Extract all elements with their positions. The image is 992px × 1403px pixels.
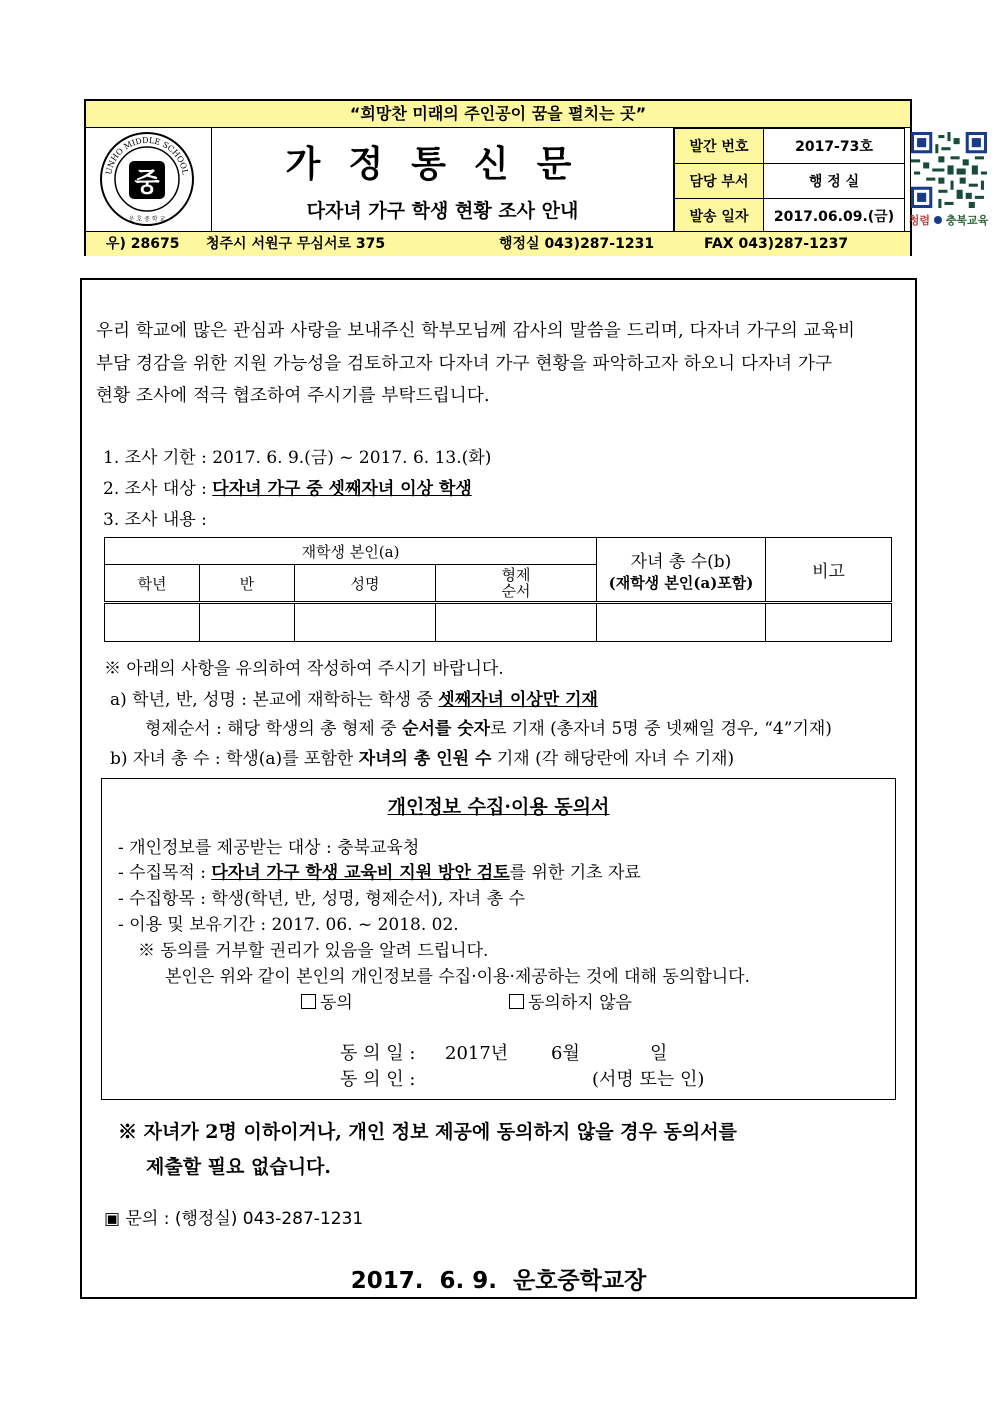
group-header: 재학생 본인(a) [105,538,597,565]
remark-input-cell[interactable] [766,603,892,642]
purpose-suffix: 를 위한 기초 자료 [509,863,641,883]
slogan: “희망찬 미래의 주인공이 꿈을 펼치는 곳” [86,101,910,128]
logo-char: 중 [134,168,160,198]
class-input-cell[interactable] [200,603,295,642]
info-value: 2017.06.09.(금) [764,199,905,234]
fax-number: FAX 043)287-1237 [704,236,849,252]
note-b [110,744,734,769]
final-note-line1: ※ 자녀가 2명 이하이거나, 개인 정보 제공에 동의하지 않을 경우 동의서를 [118,1121,737,1143]
note-a-text: a) 학년, 반, 성명 : 본교에 재학하는 학생 중 [110,690,439,710]
total-children-input-cell[interactable] [597,603,766,642]
consent-purpose [118,858,641,883]
info-value: 2017-73호 [764,129,905,164]
consent-date-year: 2017년 [445,1043,509,1064]
qr-caption [905,212,992,228]
total-children-header [597,538,766,603]
consent-statement: 본인은 위와 같이 본인의 개인정보를 수집·이용·제공하는 것에 대해 동의합니다. [165,967,750,987]
note-order-emph: 순서를 숫자 [402,719,491,739]
notes-intro: ※ 아래의 사항을 유의하여 작성하여 주시기 바랍니다. [104,659,504,679]
disagree-option[interactable] [509,988,632,1013]
survey-header-row [105,538,892,565]
note-order-text: 형제순서 : 해당 학생의 총 형제 중 [145,719,403,739]
consent-line: - 이용 및 보유기간 : 2017. 06. ~ 2018. 02. [118,915,459,935]
sub-title: 다자녀 가구 학생 현황 조사 안내 [306,200,579,222]
info-row [675,164,905,199]
address-bar [86,231,910,256]
info-value: 행 정 실 [764,164,905,199]
sibling-order-line1: 형제 [501,566,531,584]
note-b-emph: 자녀의 총 인원 수 [358,749,492,769]
sibling-order-line2: 순서 [501,582,531,600]
consent-date-day: 일 [650,1043,668,1064]
agree-checkbox[interactable] [301,994,316,1009]
logo-text-top: UNHO MIDDLE SCHOOL [104,135,190,176]
consent-notice: ※ 동의를 거부할 권리가 있음을 알려 드립니다. [138,941,489,961]
target-value: 다자녀 가구 중 셋째자녀 이상 학생 [212,479,472,499]
target-label: 2. 조사 대상 : [103,479,207,499]
survey-table [104,537,892,642]
total-header-line1: 자녀 총 수(b) [630,551,732,572]
disagree-label: 동의하지 않음 [528,993,632,1013]
name-header: 성명 [295,565,436,603]
survey-target [103,474,472,499]
consent-date-month: 6월 [551,1043,580,1064]
info-row [675,199,905,234]
phone-number: 행정실 043)287-1231 [499,236,655,252]
intro-line: 우리 학교에 많은 관심과 사랑을 보내주신 학부모님께 감사의 말씀을 드리며, 다자녀 가구의 교육비 [96,321,856,341]
qr-caption-2: 충북교육 [945,214,989,227]
sibling-order-header [436,565,597,603]
note-order [145,714,832,739]
note-a-emph: 셋째자녀 이상만 기재 [438,690,598,710]
qr-code-icon[interactable] [911,132,987,208]
final-note-line2: 제출할 필요 없습니다. [146,1156,332,1178]
caption-dot-icon [934,216,942,224]
survey-period [103,443,491,468]
intro-line: 현황 조사에 적극 협조하여 주시기를 부탁드립니다. [96,386,490,406]
school-logo [97,129,197,229]
info-label: 발송 일자 [675,199,764,234]
school-logo-cell [86,128,212,231]
consent-date-label: 동 의 일 : [340,1043,416,1064]
survey-content-label: 3. 조사 내용 : [103,510,207,530]
street-address: 청주시 서원구 무심서로 375 [206,236,386,252]
consent-line: - 수집항목 : 학생(학년, 반, 성명, 형제순서), 자녀 총 수 [118,889,526,909]
class-header: 반 [200,565,295,603]
period-label: 1. 조사 기한 : [103,448,207,468]
info-label: 발간 번호 [675,129,764,164]
agree-option[interactable] [301,988,353,1013]
purpose-label: - 수집목적 : [118,863,212,883]
grade-input-cell[interactable] [105,603,200,642]
info-label: 담당 부서 [675,164,764,199]
note-b-suffix: 기재 (각 해당란에 자녀 수 기재) [491,749,735,769]
grade-header: 학년 [105,565,200,603]
note-a [110,685,598,710]
signer-hint: (서명 또는 인) [592,1069,705,1090]
info-table [674,128,905,234]
purpose-emph: 다자녀 가구 학생 교육비 지원 방안 검토 [211,863,510,883]
sibling-order-input-cell[interactable] [436,603,597,642]
info-row [675,129,905,164]
remark-header: 비고 [766,538,892,603]
consent-title: 개인정보 수집·이용 동의서 [387,796,610,818]
main-title: 가정통신문 [285,144,600,185]
postal-code: 우) 28675 [106,236,180,252]
note-b-text: b) 자녀 총 수 : 학생(a)를 포함한 [110,749,359,769]
title-cell [212,128,674,231]
signer-label: 동 의 인 : [340,1069,416,1090]
qr-caption-1: 청렴 [908,214,931,227]
period-value: 2017. 6. 9.(금) ~ 2017. 6. 13.(화) [212,448,492,468]
qr-cell [905,128,992,231]
consent-line: - 개인정보를 제공받는 대상 : 충북교육청 [118,838,420,858]
total-header-line2: (재학생 본인(a)포함) [608,573,754,592]
note-order-suffix: 로 기재 (총자녀 5명 중 넷째일 경우, “4”기재) [490,719,832,739]
inquiry-contact: ▣ 문의 : (행정실) 043-287-1231 [104,1209,364,1229]
logo-text-bottom: 운 호 중 학 교 [128,216,166,223]
agree-label: 동의 [320,993,353,1013]
disagree-checkbox[interactable] [509,994,524,1009]
principal-signature: 2017. 6. 9. 운호중학교장 [350,1268,647,1294]
intro-line: 부담 경감을 위한 지원 가능성을 검토하고자 다자녀 가구 현황을 파악하고자 하오니 다자녀 가구 [96,354,833,374]
survey-input-row [105,603,892,642]
name-input-cell[interactable] [295,603,436,642]
letter-header [84,99,989,256]
